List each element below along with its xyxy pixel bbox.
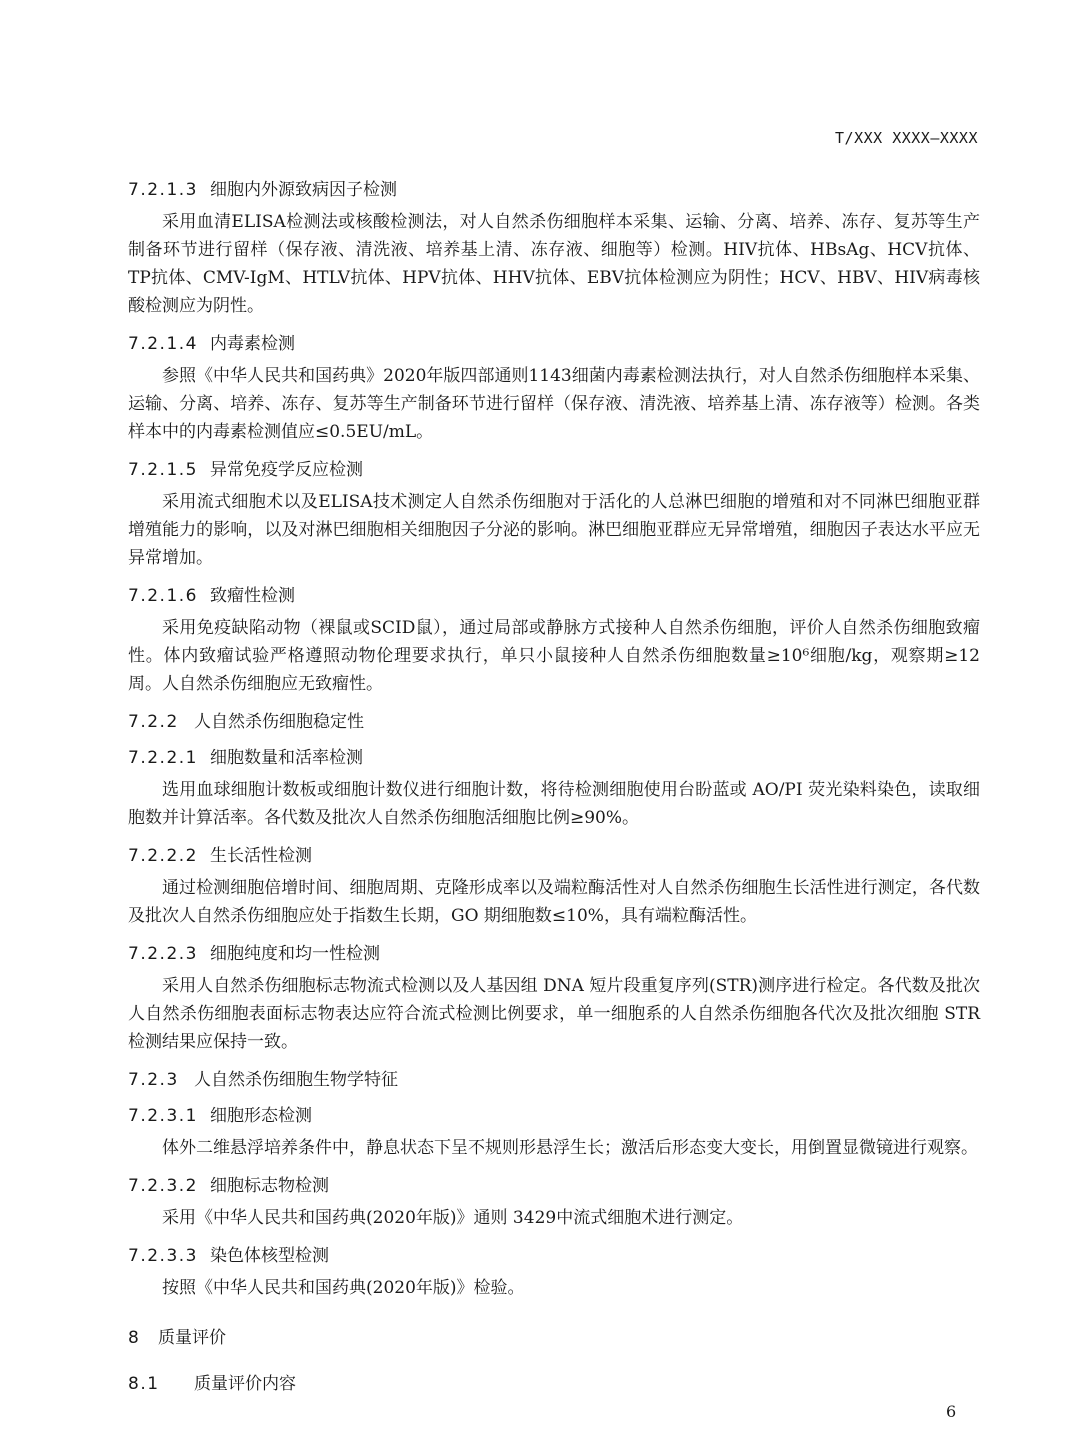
section-heading <box>128 1062 980 1098</box>
section-number: 7.2.1.4 <box>128 334 198 354</box>
paragraph: 按照《中华人民共和国药典(2020年版)》检验。 <box>162 1278 525 1298</box>
section-heading <box>128 172 980 208</box>
chapter-heading <box>128 1320 980 1356</box>
section-title: 染色体核型检测 <box>210 1246 329 1266</box>
section-number: 7.2.2.1 <box>128 748 198 768</box>
paragraph: 选用血球细胞计数板或细胞计数仪进行细胞计数，将待检测细胞使用台盼蓝或 AO/PI 荧光染料染色，读取细胞数并计算活率。各代数及批次人自然杀伤细胞活细胞比例≥90%。 <box>128 780 980 828</box>
section-heading <box>128 1366 980 1402</box>
section-title: 细胞数量和活率检测 <box>210 748 363 768</box>
section-title: 致瘤性检测 <box>210 586 295 606</box>
section-number: 7.2.1.5 <box>128 460 198 480</box>
paragraph: 采用人自然杀伤细胞标志物流式检测以及人基因组 DNA 短片段重复序列(STR)测序进行检定。各代数及批次人自然杀伤细胞表面标志物表达应符合流式检测比例要求，单一细胞系的人自然杀伤细胞各代次及批次细胞 STR 检测结果应保持一致。 <box>128 976 980 1052</box>
section-title: 质量评价内容 <box>194 1374 296 1394</box>
paragraph: 采用《中华人民共和国药典(2020年版)》通则 3429中流式细胞术进行测定。 <box>162 1208 744 1228</box>
section-heading <box>128 578 980 614</box>
paragraph: 参照《中华人民共和国药典》2020年版四部通则1143细菌内毒素检测法执行，对人自然杀伤细胞样本采集、运输、分离、培养、冻存、复苏等生产制备环节进行留样（保存液、清洗液、培养基上清、冻存液等）检测。各类样本中的内毒素检测值应≤0.5EU/mL。 <box>128 366 980 442</box>
document-body <box>128 172 980 1402</box>
paragraph: 采用血清ELISA检测法或核酸检测法，对人自然杀伤细胞样本采集、运输、分离、培养、冻存、复苏等生产制备环节进行留样（保存液、清洗液、培养基上清、冻存液、细胞等）检测。HIV抗体、HBsAg、HCV抗体、TP抗体、CMV-IgM、HTLV抗体、HPV抗体、HHV抗体、EBV抗体检测应为阴性；HCV、HBV、HIV病毒核酸检测应为阴性。 <box>128 212 980 316</box>
section-number: 7.2.1.3 <box>128 180 198 200</box>
paragraph: 通过检测细胞倍增时间、细胞周期、克隆形成率以及端粒酶活性对人自然杀伤细胞生长活性进行测定，各代数及批次人自然杀伤细胞应处于指数生长期，GO 期细胞数≤10%，具有端粒酶活性。 <box>128 878 980 926</box>
section-title: 细胞形态检测 <box>210 1106 312 1126</box>
section-title: 人自然杀伤细胞稳定性 <box>194 712 364 732</box>
section-heading <box>128 452 980 488</box>
section-title: 质量评价 <box>158 1328 226 1348</box>
section-title: 内毒素检测 <box>210 334 295 354</box>
section-number: 7.2.3.2 <box>128 1176 198 1196</box>
section-heading <box>128 326 980 362</box>
section-number: 7.2.1.6 <box>128 586 198 606</box>
section-title: 细胞标志物检测 <box>210 1176 329 1196</box>
section-title: 细胞内外源致病因子检测 <box>210 180 397 200</box>
section-number: 7.2.2.2 <box>128 846 198 866</box>
section-heading <box>128 1098 980 1134</box>
section-number: 7.2.2 <box>128 712 179 732</box>
section-heading <box>128 704 980 740</box>
section-number: 7.2.2.3 <box>128 944 198 964</box>
standard-code-header: T/XXX XXXX—XXXX <box>835 129 978 147</box>
section-heading <box>128 740 980 776</box>
paragraph: 采用免疫缺陷动物（裸鼠或SCID鼠），通过局部或静脉方式接种人自然杀伤细胞，评价人自然杀伤细胞致瘤性。体内致瘤试验严格遵照动物伦理要求执行，单只小鼠接种人自然杀伤细胞数量≥10⁶细胞/kg，观察期≥12周。人自然杀伤细胞应无致瘤性。 <box>128 618 980 694</box>
section-number: 7.2.3 <box>128 1070 179 1090</box>
page-number: 6 <box>946 1402 957 1421</box>
section-title: 异常免疫学反应检测 <box>210 460 363 480</box>
section-number: 8 <box>128 1328 141 1348</box>
section-title: 生长活性检测 <box>210 846 312 866</box>
section-number: 8.1 <box>128 1374 160 1394</box>
section-heading <box>128 936 980 972</box>
paragraph: 采用流式细胞术以及ELISA技术测定人自然杀伤细胞对于活化的人总淋巴细胞的增殖和对不同淋巴细胞亚群增殖能力的影响，以及对淋巴细胞相关细胞因子分泌的影响。淋巴细胞亚群应无异常增殖，细胞因子表达水平应无异常增加。 <box>128 492 980 568</box>
section-number: 7.2.3.1 <box>128 1106 198 1126</box>
section-heading <box>128 1168 980 1204</box>
section-heading <box>128 1238 980 1274</box>
section-number: 7.2.3.3 <box>128 1246 198 1266</box>
paragraph: 体外二维悬浮培养条件中，静息状态下呈不规则形悬浮生长；激活后形态变大变长，用倒置显微镜进行观察。 <box>162 1138 978 1158</box>
section-title: 人自然杀伤细胞生物学特征 <box>194 1070 398 1090</box>
section-title: 细胞纯度和均一性检测 <box>210 944 380 964</box>
section-heading <box>128 838 980 874</box>
